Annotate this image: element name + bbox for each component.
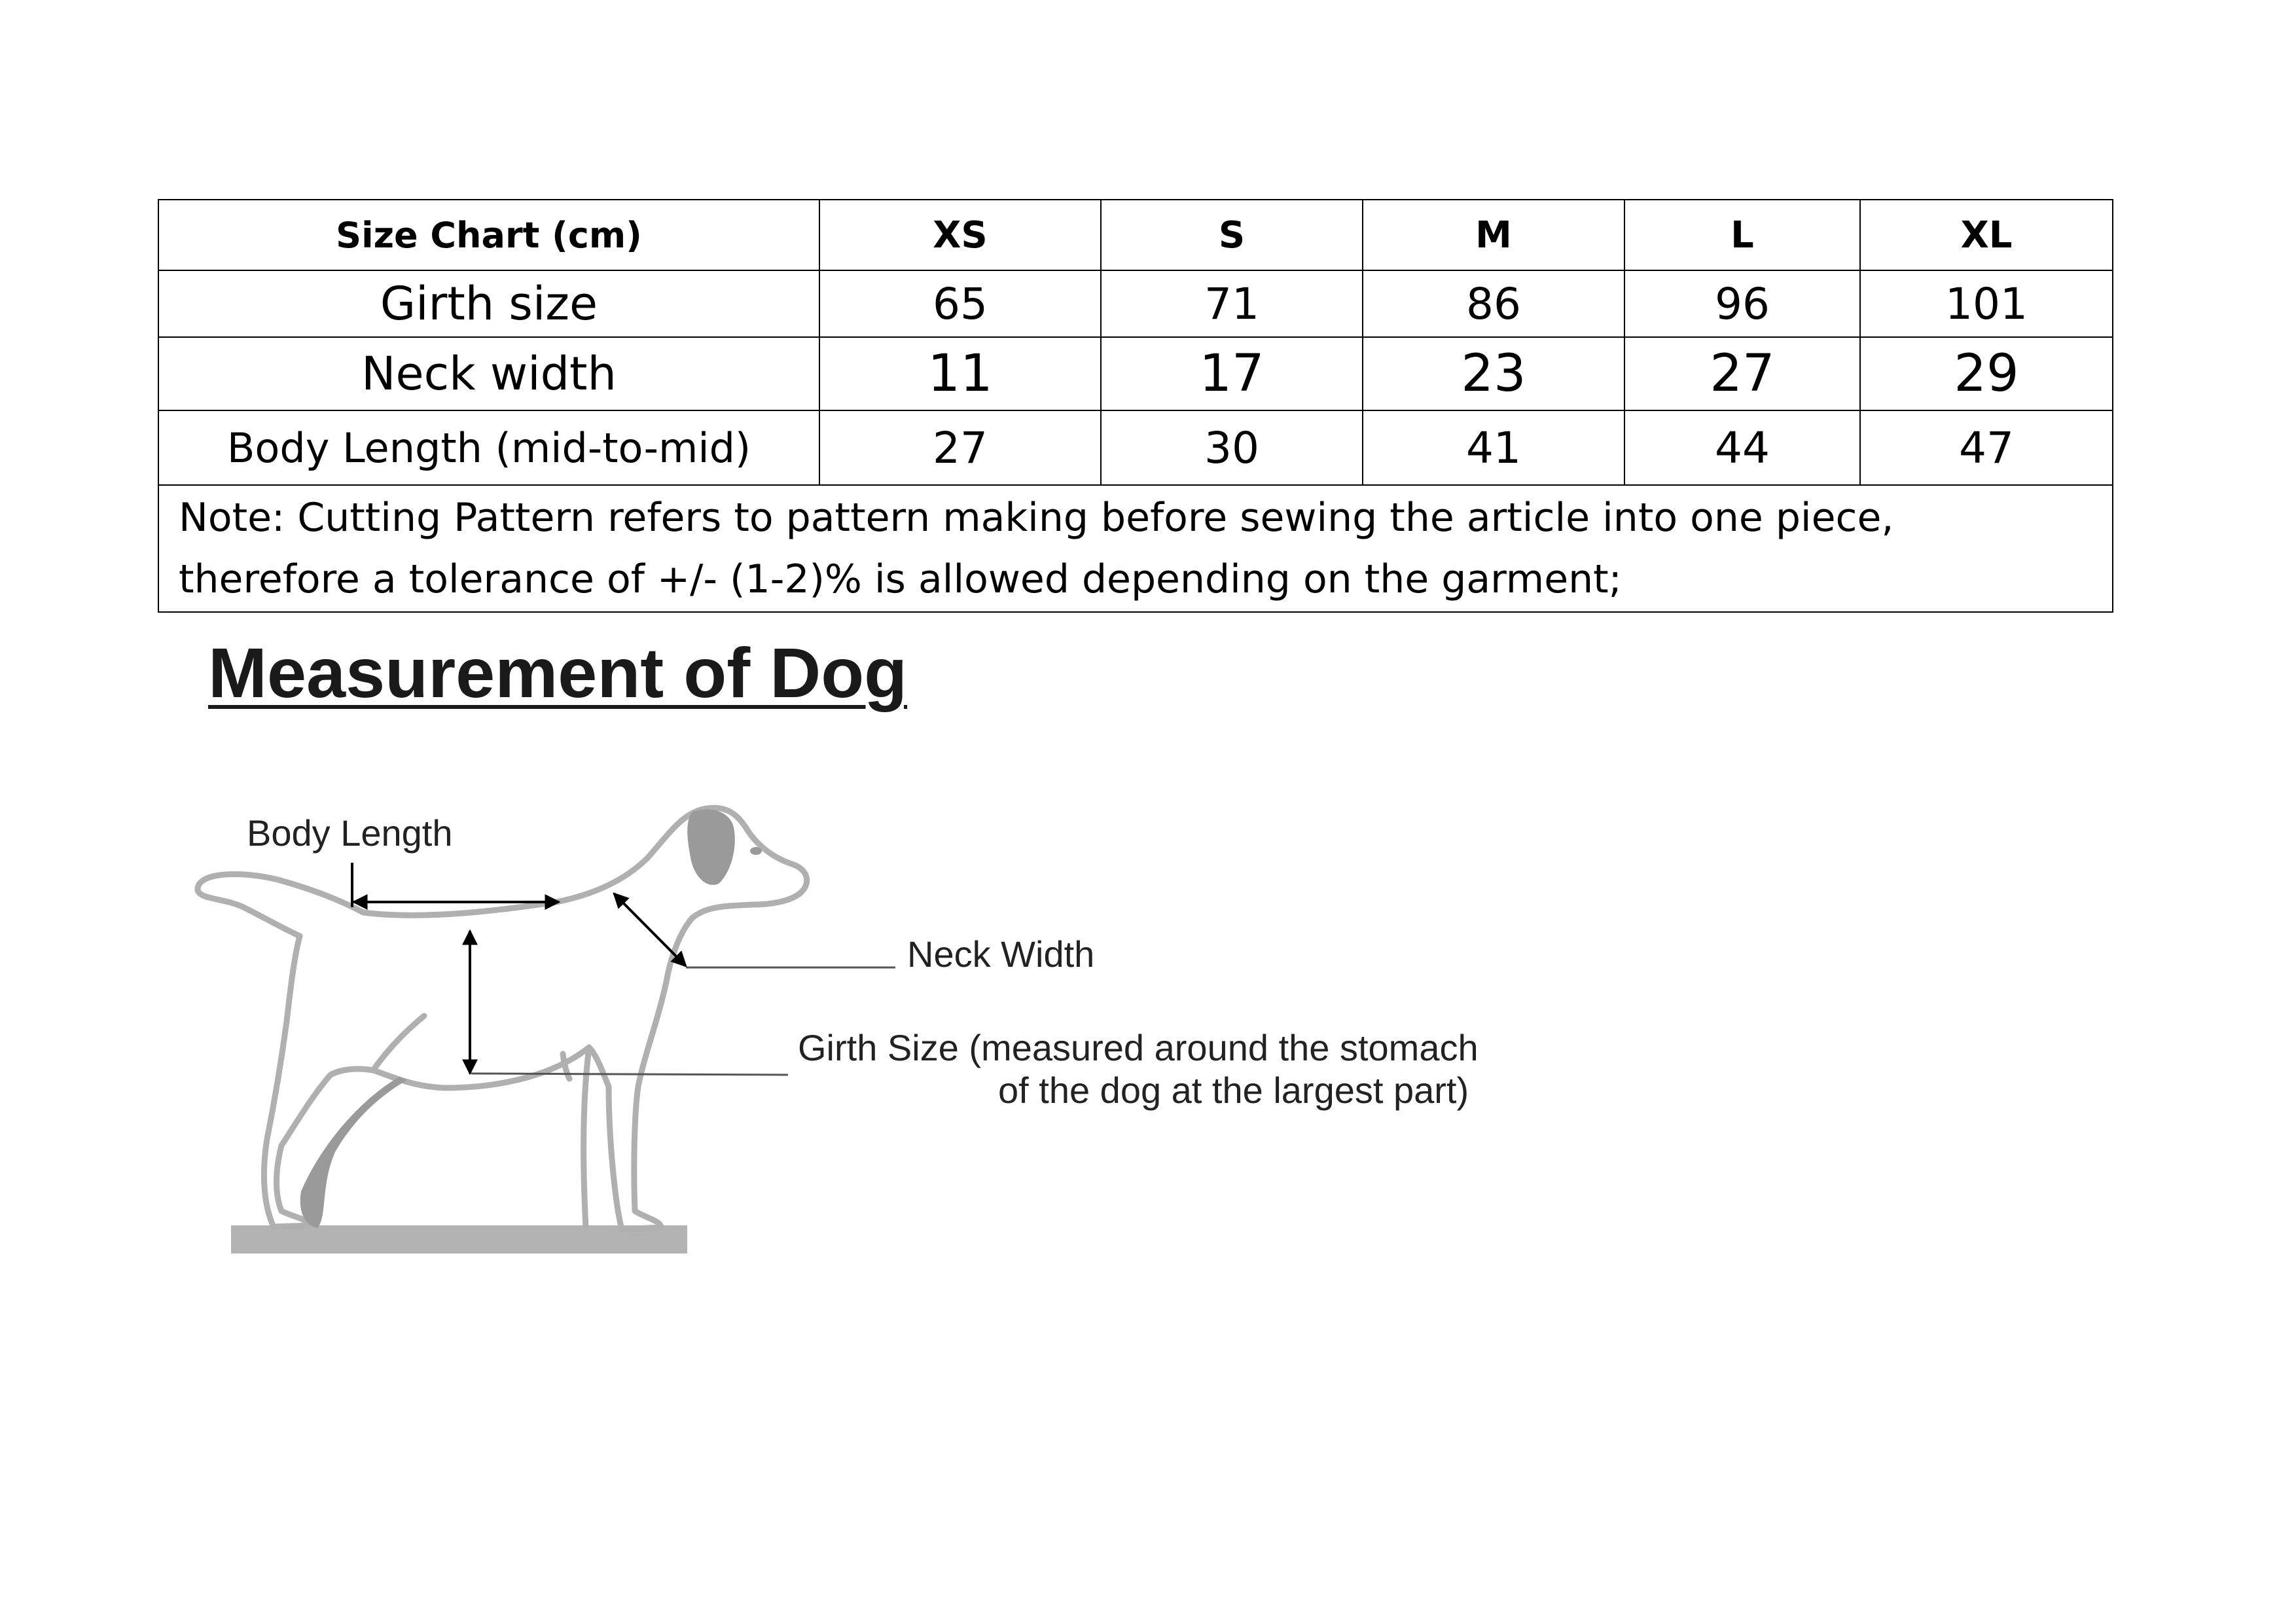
- girth-size-label-line2: of the dog at the largest part): [998, 1070, 1469, 1111]
- neck-width-label: Neck Width: [907, 933, 1095, 975]
- table-row-note: [158, 485, 2113, 612]
- neck-xl: 29: [1860, 337, 2113, 410]
- length-xl: 47: [1860, 410, 2113, 485]
- note-line-2: therefore a tolerance of +/- (1-2)% is allowed depending on the garment;: [179, 556, 1622, 602]
- length-m: 41: [1363, 410, 1624, 485]
- dog-ear: [687, 810, 735, 885]
- table-row-neck: [158, 337, 2113, 410]
- row-label-neck: Neck width: [158, 337, 819, 410]
- dog-hind-leg-shading: [300, 1077, 407, 1228]
- size-header-xs: XS: [819, 200, 1101, 270]
- girth-size-label-line1: Girth Size (measured around the stomach: [798, 1027, 1479, 1068]
- size-chart-header-label: Size Chart (cm): [158, 200, 819, 270]
- dog-measurement-figure: [164, 759, 1571, 1276]
- note-line-1: Note: Cutting Pattern refers to pattern making before sewing the article into one piece,: [179, 495, 1894, 541]
- girth-l: 96: [1624, 270, 1860, 337]
- body-length-label: Body Length: [247, 812, 453, 854]
- note-cell: [158, 485, 2113, 612]
- neck-xs: 11: [819, 337, 1101, 410]
- length-s: 30: [1101, 410, 1363, 485]
- girth-xs: 65: [819, 270, 1101, 337]
- length-l: 44: [1624, 410, 1860, 485]
- size-header-m: M: [1363, 200, 1624, 270]
- girth-pointer: [471, 1074, 788, 1075]
- size-chart-table: [158, 199, 2113, 613]
- girth-m: 86: [1363, 270, 1624, 337]
- neck-l: 27: [1624, 337, 1860, 410]
- girth-xl: 101: [1860, 270, 2113, 337]
- table-row-girth: [158, 270, 2113, 337]
- length-xs: 27: [819, 410, 1101, 485]
- section-title: Measurement of Dog: [208, 633, 908, 712]
- header-row: [158, 200, 2113, 270]
- neck-s: 17: [1101, 337, 1363, 410]
- girth-s: 71: [1101, 270, 1363, 337]
- size-header-s: S: [1101, 200, 1363, 270]
- table-row-body-length: [158, 410, 2113, 485]
- neck-m: 23: [1363, 337, 1624, 410]
- size-header-l: L: [1624, 200, 1860, 270]
- neck-width-arrow: [614, 893, 686, 966]
- size-header-xl: XL: [1860, 200, 2113, 270]
- dog-eye: [750, 847, 762, 855]
- row-label-body-length: Body Length (mid-to-mid): [158, 410, 819, 485]
- ground-bar: [231, 1225, 687, 1254]
- row-label-girth: Girth size: [158, 270, 819, 337]
- dog-hind-leg-line: [373, 1016, 424, 1070]
